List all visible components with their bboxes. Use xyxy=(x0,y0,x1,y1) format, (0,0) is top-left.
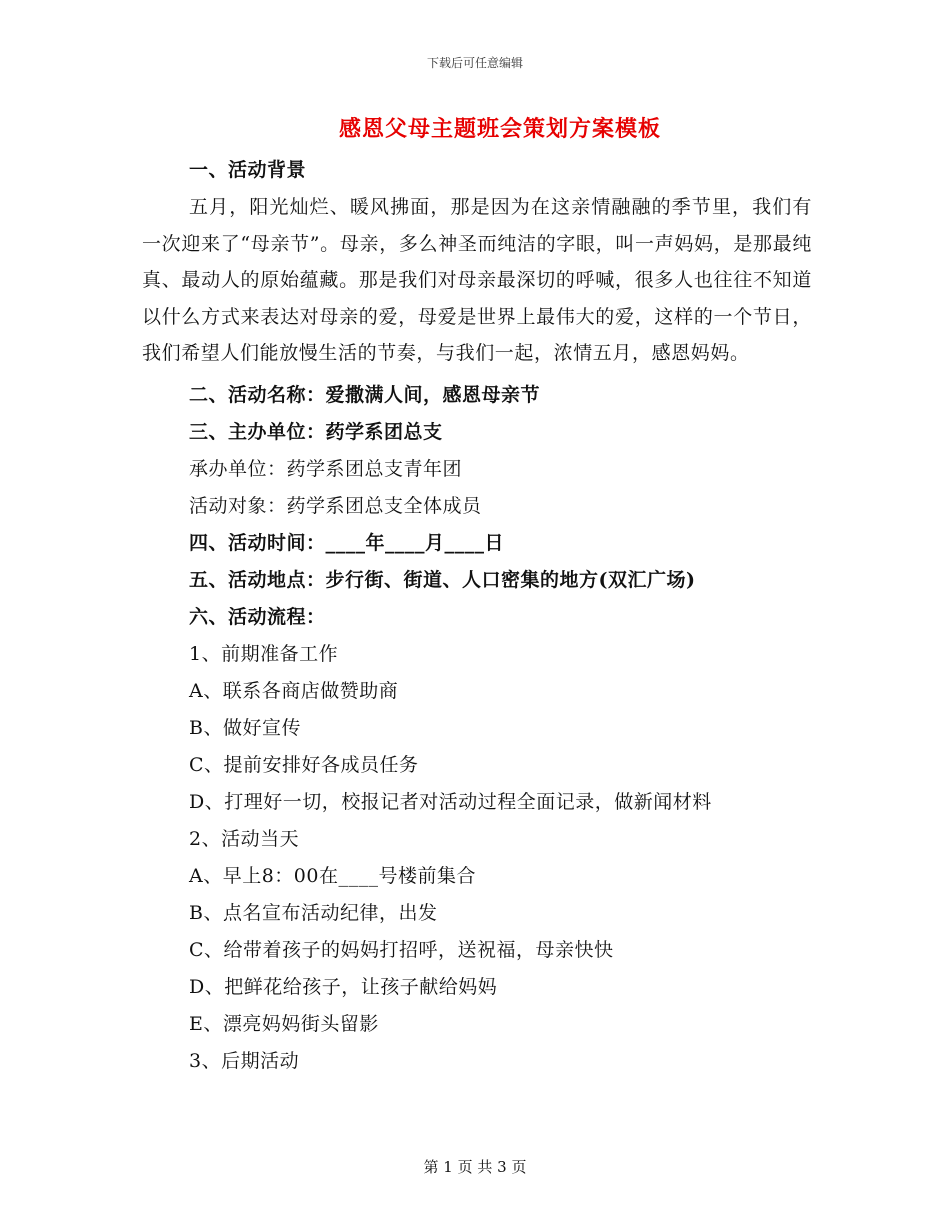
list-item: B、点名宣布活动纪律，出发 xyxy=(189,901,438,924)
list-item: D、打理好一切，校报记者对活动过程全面记录，做新闻材料 xyxy=(189,790,712,813)
organizer-line: 承办单位：药学系团总支青年团 xyxy=(189,457,463,480)
list-item: A、早上8：00在____号楼前集合 xyxy=(189,864,476,887)
section-activity-location: 五、活动地点：步行街、街道、人口密集的地方(双汇广场) xyxy=(189,568,696,591)
section-activity-time: 四、活动时间：____年____月____日 xyxy=(189,531,505,554)
document-title: 感恩父母主题班会策划方案模板 xyxy=(338,116,661,142)
step-title: 3、后期活动 xyxy=(189,1049,300,1072)
section-activity-process: 六、活动流程： xyxy=(189,605,326,628)
list-item: C、给带着孩子的妈妈打招呼，送祝福，母亲快快 xyxy=(189,938,614,961)
background-paragraph: 五月，阳光灿烂、暖风拂面，那是因为在这亲情融融的季节里，我们有一次迎来了“母亲节”。母亲，多么神圣而纯洁的字眼，叫一声妈妈，是那最纯真、最动人的原始蕴藏。那是我们对母亲最深切的呼喊，很多人也往往不知道以什么方式来表达对母亲的爱，母爱是世界上最伟大的爱，这样的一个节日，我们希望人们能放慢生活的节奏，与我们一起，浓情五月，感恩妈妈。 xyxy=(142,196,812,364)
list-item: D、把鲜花给孩子，让孩子献给妈妈 xyxy=(189,975,498,998)
list-item: A、联系各商店做赞助商 xyxy=(189,679,399,702)
header-note: 下载后可任意编辑 xyxy=(426,56,523,70)
list-item: E、漂亮妈妈街头留影 xyxy=(189,1012,379,1035)
audience-line: 活动对象：药学系团总支全体成员 xyxy=(189,494,482,517)
list-item: B、做好宣传 xyxy=(189,716,301,739)
section-host: 三、主办单位：药学系团总支 xyxy=(189,420,443,443)
page-footer: 第 1 页 共 3 页 xyxy=(423,1158,527,1176)
step-title: 1、前期准备工作 xyxy=(189,642,339,665)
section-heading-background: 一、活动背景 xyxy=(189,159,307,181)
document-body xyxy=(142,152,812,1080)
section-activity-name: 二、活动名称：爱撒满人间，感恩母亲节 xyxy=(189,383,541,406)
step-title: 2、活动当天 xyxy=(189,827,300,850)
list-item: C、提前安排好各成员任务 xyxy=(189,753,419,776)
